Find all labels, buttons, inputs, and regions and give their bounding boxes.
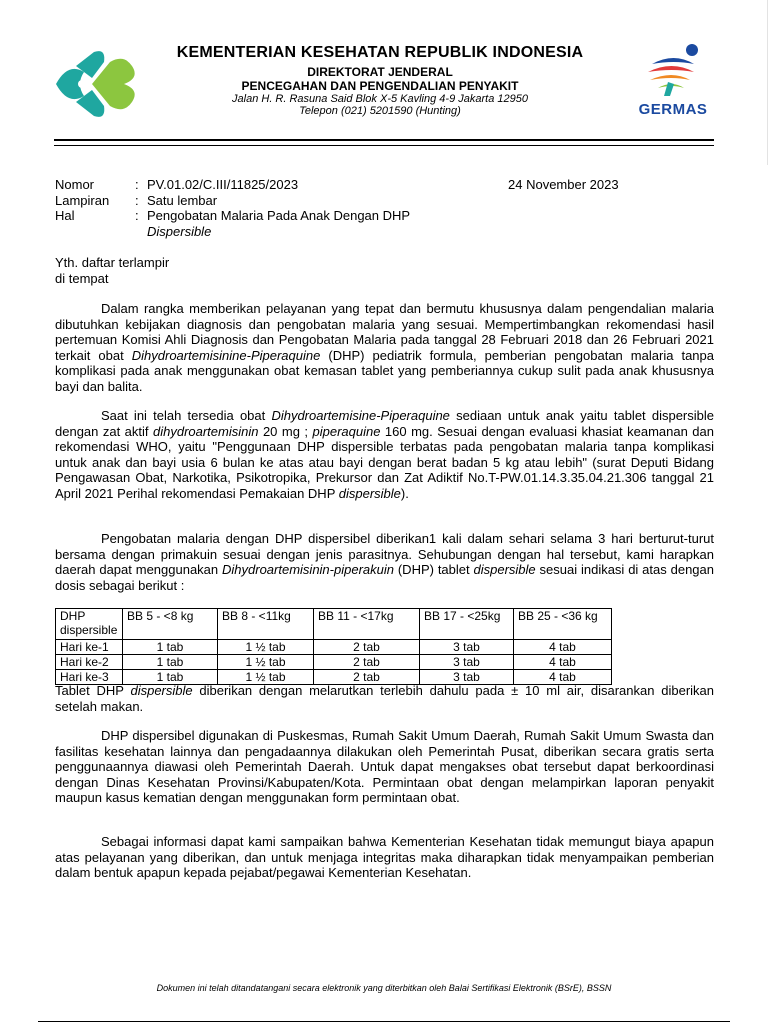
table-header-cell: BB 17 - <25kg xyxy=(420,609,514,640)
letter-subject-cont: Dispersible xyxy=(147,223,212,239)
meta-nomor: Nomor : PV.01.02/C.III/11825/2023 xyxy=(55,177,299,192)
table-header-cell: BB 11 - <17kg xyxy=(314,609,420,640)
letter-subject: Pengobatan Malaria Pada Anak Dengan DHP xyxy=(147,208,411,223)
directorate-name: PENCEGAHAN DAN PENGENDALIAN PENYAKIT xyxy=(241,79,519,93)
germas-emblem-icon xyxy=(628,42,718,98)
germas-wordmark: GERMAS xyxy=(638,101,708,118)
table-header-cell: BB 8 - <11kg xyxy=(218,609,314,640)
kemenkes-logo-icon xyxy=(54,48,140,120)
meta-lampiran: Lampiran : Satu lembar xyxy=(55,192,218,208)
table-note: Tablet DHP dispersible diberikan dengan melarutkan terlebih dahulu pada ± 10 ml air, disarankan diberikan setelah makan. xyxy=(55,683,714,714)
table-row: Hari ke-3 1 tab 1 ½ tab 2 tab 3 tab 4 tab xyxy=(56,670,612,685)
letter-date: 24 November 2023 xyxy=(508,177,619,192)
header-rule-thick xyxy=(54,139,714,141)
table-header-row xyxy=(56,609,612,640)
e-signature-footer: Dokumen ini telah ditandatangani secara elektronik yang diterbitkan oleh Balai Sertifikasi Elektronik (BSrE), BSSN xyxy=(156,983,612,993)
table-row: Hari ke-1 1 tab 1 ½ tab 2 tab 3 tab 4 tab xyxy=(56,640,612,655)
letter-meta xyxy=(55,177,410,239)
table-header-cell: DHP dispersible xyxy=(56,609,123,640)
letterhead xyxy=(140,44,620,117)
germas-logo xyxy=(628,42,718,122)
table-header-cell: BB 5 - <8 kg xyxy=(123,609,218,640)
ministry-name: KEMENTERIAN KESEHATAN REPUBLIK INDONESIA xyxy=(176,44,584,61)
letter-number: PV.01.02/C.III/11825/2023 xyxy=(147,177,299,192)
table-row: Hari ke-2 1 tab 1 ½ tab 2 tab 3 tab 4 tab xyxy=(56,655,612,670)
recipient: Yth. daftar terlampir di tempat xyxy=(55,255,170,286)
paragraph-2: Saat ini telah tersedia obat Dihydroartemisine-Piperaquine sediaan untuk anak yaitu tablet dispersible dengan zat aktif dihydroartemisinin 20 mg ; piperaquine 160 mg. Sesuai dengan evaluasi khasiat keamanan dan rekomendasi WHO, yaitu "Penggunaan DHP dispersible terbatas pada pengobatan malaria tanpa komplikasi untuk anak dan bayi usia 6 bulan ke atas atau bayi dengan berat badan 5 kg atau lebih" (surat Deputi Bidang Pengawasan Obat, Narkotika, Psikotropika, Prekursor dan Zat Adiktif No.T-PW.01.14.3.35.04.21.306 tanggal 21 April 2021 Perihal rekomendasi Pemakaian DHP dispersible). xyxy=(55,408,714,501)
table-header-cell: BB 25 - <36 kg xyxy=(514,609,612,640)
meta-hal: Hal : Pengobatan Malaria Pada Anak Dengan DHP xyxy=(55,208,411,223)
phone-line: Telepon (021) 5201590 (Hunting) xyxy=(299,105,461,117)
address-line: Jalan H. R. Rasuna Said Blok X-5 Kavling 4-9 Jakarta 12950 xyxy=(232,93,528,105)
paragraph-3: Pengobatan malaria dengan DHP dispersibel diberikan1 kali dalam sehari selama 3 hari berturut-turut bersama dengan primakuin sesuai dengan jenis parasitnya. Sehubungan dengan hal tersebut, kami harapkan daerah dapat menggunakan Dihydroartemisinin-piperakuin (DHP) tablet dispersible sesuai indikasi di atas dengan dosis sebagai berikut : xyxy=(55,531,714,593)
header-rule-thin xyxy=(54,145,714,146)
paragraph-5: Sebagai informasi dapat kami sampaikan bahwa Kementerian Kesehatan tidak memungut biaya apapun atas pelayanan yang diberikan, dan untuk menjaga integritas maka diharapkan tidak menyampaikan pemberian dalam bentuk apapun kepada pejabat/pegawai Kementerian Kesehatan. xyxy=(55,834,714,880)
dosage-table xyxy=(55,608,612,685)
paragraph-1: Dalam rangka memberikan pelayanan yang tepat dan bermutu khususnya dalam pengendalian malaria dibutuhkan kebijakan diagnosis dan pengobatan malaria yang sesuai. Mempertimbangkan rekomendasi hasil pertemuan Komisi Ahli Diagnosis dan Pengobatan Malaria pada tanggal 28 Februari 2018 dan 26 Februari 2021 terkait obat Dihydroartemisinine-Piperaquine (DHP) pediatrik formula, pemberian pengobatan malaria tanpa komplikasi pada anak menggunakan obat kemasan tablet yang pemberiannya cukup sulit pada anak khususnya bayi dan balita. xyxy=(55,301,714,394)
bottom-rule xyxy=(38,1021,730,1022)
paragraph-4: DHP dispersibel digunakan di Puskesmas, Rumah Sakit Umum Daerah, Rumah Sakit Umum Swasta dan fasilitas kesehatan lainnya dan pengadaannya dilakukan oleh Pemerintah Pusat, diberikan secara gratis serta penggunaannya diawasi oleh Pemerintah Daerah. Untuk dapat mengakses obat tersebut dapat berkoordinasi dengan Dinas Kesehatan Provinsi/Kabupaten/Kota. Permintaan obat dengan melampirkan laporan penyakit maupun kasus kematian dengan menggunakan form permintaan obat. xyxy=(55,728,714,805)
directorate-general: DIREKTORAT JENDERAL xyxy=(307,65,453,79)
